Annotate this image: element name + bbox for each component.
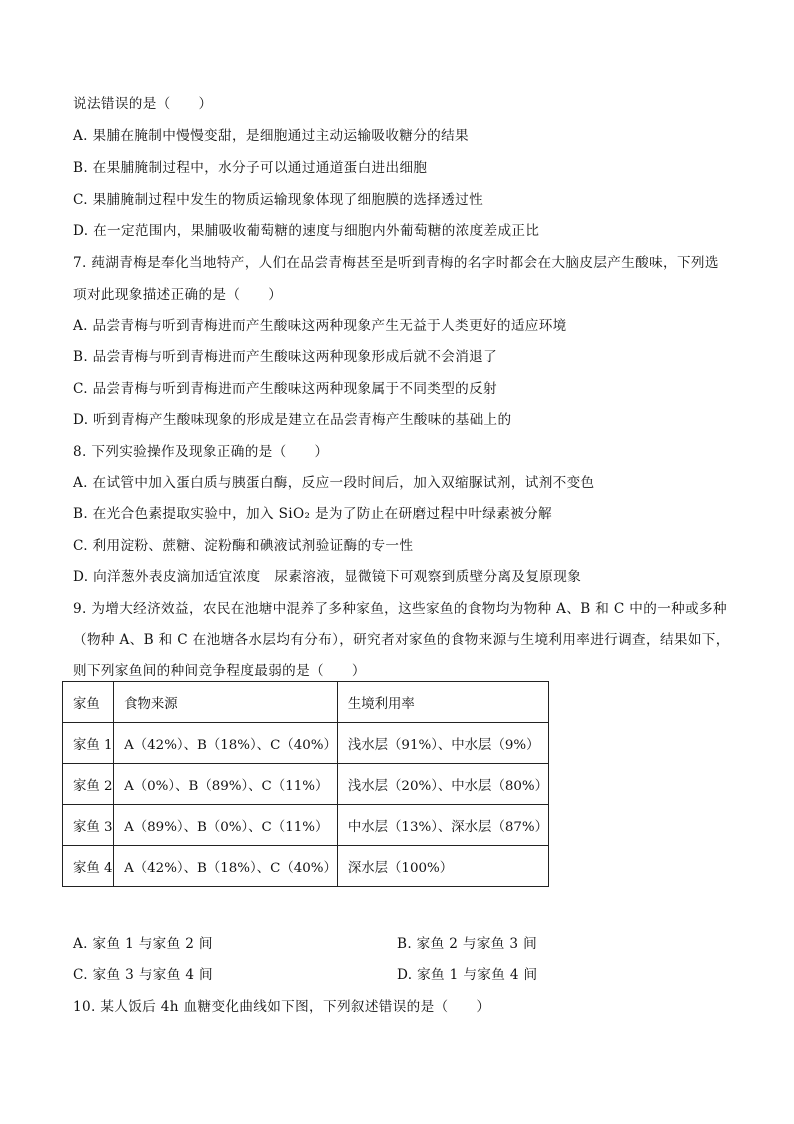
fish-name-cell: 家鱼 1 xyxy=(63,723,114,764)
food-source-cell: A（42%）、B（18%）、C（40%） xyxy=(114,723,338,764)
q9-stem-line1: 9. 为增大经济效益，农民在池塘中混养了多种家鱼，这些家鱼的食物均为物种 A、B 和 C 中的一种或多种 xyxy=(73,601,727,617)
q8-option-c: C. 利用淀粉、蔗糖、淀粉酶和碘液试剂验证酶的专一性 xyxy=(73,538,414,554)
q10-stem: 10. 某人饭后 4h 血糖变化曲线如下图，下列叙述错误的是（ ） xyxy=(73,999,491,1015)
q9-option-a: A. 家鱼 1 与家鱼 2 间 xyxy=(73,936,213,952)
q7-stem-line2: 项对此现象描述正确的是（ ） xyxy=(73,287,283,303)
q7-option-c: C. 品尝青梅与听到青梅进而产生酸味这两种现象属于不同类型的反射 xyxy=(73,381,497,397)
q7-option-a: A. 品尝青梅与听到青梅进而产生酸味这两种现象产生无益于人类更好的适应环境 xyxy=(73,318,567,334)
fish-data-table xyxy=(62,681,549,887)
q9-stem-line2: （物种 A、B 和 C 在池塘各水层均有分布），研究者对家鱼的食物来源与生境利用率进行调查，结果如下， xyxy=(73,632,730,648)
q8-stem: 8. 下列实验操作及现象正确的是（ ） xyxy=(73,444,329,460)
q6-option-c: C. 果脯腌制过程中发生的物质运输现象体现了细胞膜的选择透过性 xyxy=(73,192,484,208)
q8-option-d: D. 向洋葱外表皮滴加适宜浓度 尿素溶液，显微镜下可观察到质壁分离及复原现象 xyxy=(73,569,582,585)
food-source-cell: A（89%）、B（0%）、C（11%） xyxy=(114,805,338,846)
fish-name-cell: 家鱼 4 xyxy=(63,846,114,887)
food-source-cell: A（42%）、B（18%）、C（40%） xyxy=(114,846,338,887)
fish-name-cell: 家鱼 2 xyxy=(63,764,114,805)
q7-option-b: B. 品尝青梅与听到青梅进而产生酸味这两种现象形成后就不会消退了 xyxy=(73,349,498,365)
table-row xyxy=(63,764,549,805)
q6-option-d: D. 在一定范围内，果脯吸收葡萄糖的速度与细胞内外葡萄糖的浓度差成正比 xyxy=(73,223,540,239)
habitat-use-cell: 浅水层（20%）、中水层（80%） xyxy=(337,764,548,805)
table-header-row xyxy=(63,682,549,723)
q9-stem-line3: 则下列家鱼间的种间竞争程度最弱的是（ ） xyxy=(73,663,366,679)
q7-stem-line1: 7. 莼湖青梅是奉化当地特产，人们在品尝青梅甚至是听到青梅的名字时都会在大脑皮层产生酸味，下列选 xyxy=(73,255,719,271)
q7-option-d: D. 听到青梅产生酸味现象的形成是建立在品尝青梅产生酸味的基础上的 xyxy=(73,412,512,428)
q8-option-a: A. 在试管中加入蛋白质与胰蛋白酶，反应一段时间后，加入双缩脲试剂，试剂不变色 xyxy=(73,475,595,491)
q8-option-b: B. 在光合色素提取实验中，加入 SiO₂ 是为了防止在研磨过程中叶绿素被分解 xyxy=(73,506,552,522)
q9-option-c: C. 家鱼 3 与家鱼 4 间 xyxy=(73,967,213,983)
header-food-source: 食物来源 xyxy=(114,682,338,723)
header-habitat-use: 生境利用率 xyxy=(337,682,548,723)
q9-option-d: D. 家鱼 1 与家鱼 4 间 xyxy=(397,967,538,983)
habitat-use-cell: 浅水层（91%）、中水层（9%） xyxy=(337,723,548,764)
habitat-use-cell: 深水层（100%） xyxy=(337,846,548,887)
food-source-cell: A（0%）、B（89%）、C（11%） xyxy=(114,764,338,805)
fish-name-cell: 家鱼 3 xyxy=(63,805,114,846)
q6-stem-tail: 说法错误的是（ ） xyxy=(73,96,213,112)
q9-option-b: B. 家鱼 2 与家鱼 3 间 xyxy=(397,936,538,952)
q6-option-a: A. 果脯在腌制中慢慢变甜，是细胞通过主动运输吸收糖分的结果 xyxy=(73,128,469,144)
q6-option-b: B. 在果脯腌制过程中，水分子可以通过通道蛋白进出细胞 xyxy=(73,160,428,176)
table-row xyxy=(63,805,549,846)
table-row xyxy=(63,723,549,764)
habitat-use-cell: 中水层（13%）、深水层（87%） xyxy=(337,805,548,846)
table-row xyxy=(63,846,549,887)
header-fish: 家鱼 xyxy=(63,682,114,723)
